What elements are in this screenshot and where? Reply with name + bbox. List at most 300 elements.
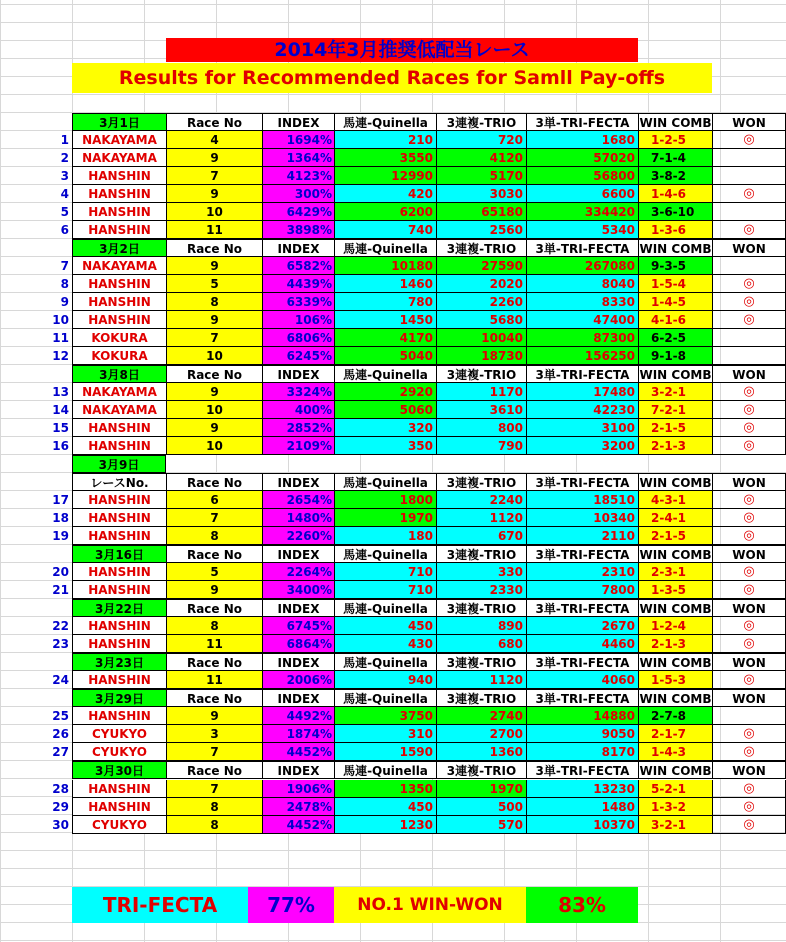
index-value: 4439%	[262, 275, 334, 293]
trifecta-rate: 77%	[248, 887, 334, 923]
won-mark	[712, 347, 786, 365]
racecourse: CYUKYO	[72, 816, 166, 834]
quinella-payout: 450	[334, 798, 436, 816]
race-number: 9	[166, 185, 262, 203]
trio-payout: 330	[436, 563, 526, 581]
racecourse: HANSHIN	[72, 491, 166, 509]
trifecta-payout: 57020	[526, 149, 638, 167]
win-combination: 5-2-1	[638, 780, 712, 798]
quinella-payout: 780	[334, 293, 436, 311]
col-trifecta: 3単-TRI-FECTA	[526, 113, 638, 131]
won-mark: ◎	[712, 401, 786, 419]
won-mark: ◎	[712, 491, 786, 509]
trio-payout: 27590	[436, 257, 526, 275]
col-trifecta: 3単-TRI-FECTA	[526, 599, 638, 617]
col-trio: 3連複-TRIO	[436, 365, 526, 383]
col-trio: 3連複-TRIO	[436, 761, 526, 779]
index-value: 6429%	[262, 203, 334, 221]
race-number: 10	[166, 203, 262, 221]
index-value: 2852%	[262, 419, 334, 437]
win-combination: 6-2-5	[638, 329, 712, 347]
win-combination: 1-2-5	[638, 131, 712, 149]
win-combination: 2-7-8	[638, 707, 712, 725]
trifecta-payout: 17480	[526, 383, 638, 401]
win-combination: 1-3-2	[638, 798, 712, 816]
trio-payout: 1120	[436, 671, 526, 689]
index-value: 6582%	[262, 257, 334, 275]
col-won: WON	[712, 689, 786, 707]
col-trio: 3連複-TRIO	[436, 239, 526, 257]
index-value: 2264%	[262, 563, 334, 581]
trifecta-payout: 13230	[526, 780, 638, 798]
quinella-payout: 12990	[334, 167, 436, 185]
quinella-payout: 1460	[334, 275, 436, 293]
race-index-number: 20	[52, 565, 69, 579]
race-index-number: 5	[60, 205, 69, 219]
col-trifecta: 3単-TRI-FECTA	[526, 545, 638, 563]
col-index: INDEX	[262, 545, 334, 563]
table-row	[0, 491, 786, 509]
quinella-payout: 1450	[334, 311, 436, 329]
race-index-number: 30	[52, 818, 69, 832]
col-won: WON	[712, 473, 786, 491]
racecourse: HANSHIN	[72, 185, 166, 203]
win-combination: 2-1-7	[638, 725, 712, 743]
col-trio: 3連複-TRIO	[436, 113, 526, 131]
col-won: WON	[712, 761, 786, 779]
race-index-number: 11	[52, 331, 69, 345]
col-race-no: Race No	[166, 545, 262, 563]
trio-payout: 800	[436, 419, 526, 437]
racecourse: HANSHIN	[72, 581, 166, 599]
table-row	[0, 401, 786, 419]
racecourse: HANSHIN	[72, 617, 166, 635]
racecourse: NAKAYAMA	[72, 383, 166, 401]
race-number: 8	[166, 798, 262, 816]
racecourse: HANSHIN	[72, 563, 166, 581]
table-row	[0, 347, 786, 365]
won-mark: ◎	[712, 725, 786, 743]
race-index-number: 26	[52, 727, 69, 741]
col-trio: 3連複-TRIO	[436, 653, 526, 671]
race-number: 4	[166, 131, 262, 149]
table-row	[0, 383, 786, 401]
col-win-comb: WIN COMB	[638, 473, 712, 491]
table-row	[0, 203, 786, 221]
won-mark: ◎	[712, 581, 786, 599]
table-row	[0, 257, 786, 275]
table-row	[0, 419, 786, 437]
table-row	[0, 509, 786, 527]
trifecta-payout: 1680	[526, 131, 638, 149]
won-mark: ◎	[712, 437, 786, 455]
col-quinella: 馬連-Quinella	[334, 113, 436, 131]
win-combination: 2-1-3	[638, 635, 712, 653]
racecourse: HANSHIN	[72, 167, 166, 185]
race-index-number: 13	[52, 385, 69, 399]
race-index-number: 19	[52, 529, 69, 543]
trio-payout: 1120	[436, 509, 526, 527]
race-number: 10	[166, 437, 262, 455]
race-number: 9	[166, 149, 262, 167]
quinella-payout: 2920	[334, 383, 436, 401]
table-row	[0, 725, 786, 743]
col-index: INDEX	[262, 689, 334, 707]
race-index-number: 8	[60, 277, 69, 291]
index-value: 1874%	[262, 725, 334, 743]
col-trio: 3連複-TRIO	[436, 599, 526, 617]
racecourse: HANSHIN	[72, 527, 166, 545]
trifecta-payout: 42230	[526, 401, 638, 419]
col-win-comb: WIN COMB	[638, 365, 712, 383]
col-race-no: Race No	[166, 599, 262, 617]
index-value: 6745%	[262, 617, 334, 635]
win-combination: 1-5-3	[638, 671, 712, 689]
trifecta-payout: 267080	[526, 257, 638, 275]
won-mark	[712, 203, 786, 221]
col-quinella: 馬連-Quinella	[334, 689, 436, 707]
race-number: 9	[166, 311, 262, 329]
col-race-no: Race No	[166, 653, 262, 671]
win-combination: 1-3-6	[638, 221, 712, 239]
won-mark	[712, 329, 786, 347]
win-combination: 2-4-1	[638, 509, 712, 527]
win-combination: 1-4-5	[638, 293, 712, 311]
trifecta-payout: 87300	[526, 329, 638, 347]
col-win-comb: WIN COMB	[638, 689, 712, 707]
won-mark: ◎	[712, 780, 786, 798]
race-index-number: 7	[60, 259, 69, 273]
table-row	[0, 167, 786, 185]
race-number: 7	[166, 167, 262, 185]
table-row	[0, 527, 786, 545]
trio-payout: 2020	[436, 275, 526, 293]
won-mark: ◎	[712, 816, 786, 834]
trio-payout: 500	[436, 798, 526, 816]
table-row	[0, 581, 786, 599]
col-won: WON	[712, 545, 786, 563]
col-quinella: 馬連-Quinella	[334, 545, 436, 563]
win-combination: 1-3-5	[638, 581, 712, 599]
race-index-number: 22	[52, 619, 69, 633]
col-race-no: Race No	[166, 239, 262, 257]
racecourse: CYUKYO	[72, 743, 166, 761]
index-value: 2109%	[262, 437, 334, 455]
quinella-payout: 5060	[334, 401, 436, 419]
date-only-row	[0, 455, 786, 473]
trio-payout: 790	[436, 437, 526, 455]
race-number: 8	[166, 617, 262, 635]
trifecta-payout: 8330	[526, 293, 638, 311]
racecourse: HANSHIN	[72, 509, 166, 527]
trifecta-payout: 3100	[526, 419, 638, 437]
race-index-number: 1	[60, 133, 69, 147]
index-value: 6339%	[262, 293, 334, 311]
race-index-number: 24	[52, 673, 69, 687]
trio-payout: 680	[436, 635, 526, 653]
win-combination: 7-1-4	[638, 149, 712, 167]
quinella-payout: 710	[334, 581, 436, 599]
won-mark: ◎	[712, 798, 786, 816]
page-subtitle: Results for Recommended Races for Samll Pay-offs	[72, 63, 712, 93]
date-header-row	[0, 653, 786, 671]
no1-win-rate: 83%	[526, 887, 638, 923]
col-trio: 3連複-TRIO	[436, 545, 526, 563]
trio-payout: 720	[436, 131, 526, 149]
race-number: 9	[166, 383, 262, 401]
table-row	[0, 707, 786, 725]
date-label: 3月30日	[72, 761, 166, 779]
won-mark: ◎	[712, 131, 786, 149]
col-quinella: 馬連-Quinella	[334, 653, 436, 671]
col-trifecta: 3単-TRI-FECTA	[526, 689, 638, 707]
won-mark: ◎	[712, 185, 786, 203]
date-label: 3月2日	[72, 239, 166, 257]
col-quinella: 馬連-Quinella	[334, 761, 436, 779]
race-number: 10	[166, 347, 262, 365]
race-index-number: 23	[52, 637, 69, 651]
index-value: 1364%	[262, 149, 334, 167]
date-header-row	[0, 365, 786, 383]
race-index-number: 2	[60, 151, 69, 165]
trifecta-payout: 7800	[526, 581, 638, 599]
trifecta-payout: 6600	[526, 185, 638, 203]
trio-payout: 65180	[436, 203, 526, 221]
quinella-payout: 310	[334, 725, 436, 743]
date-label: 3月1日	[72, 113, 166, 131]
win-combination: 3-2-1	[638, 383, 712, 401]
quinella-payout: 180	[334, 527, 436, 545]
table-row	[0, 221, 786, 239]
col-trifecta: 3単-TRI-FECTA	[526, 653, 638, 671]
index-value: 4452%	[262, 743, 334, 761]
trifecta-payout: 4060	[526, 671, 638, 689]
won-mark: ◎	[712, 311, 786, 329]
race-index-number: 29	[52, 800, 69, 814]
quinella-payout: 1800	[334, 491, 436, 509]
quinella-payout: 740	[334, 221, 436, 239]
index-value: 4452%	[262, 816, 334, 834]
date-header-row	[0, 689, 786, 707]
racecourse: HANSHIN	[72, 221, 166, 239]
col-quinella: 馬連-Quinella	[334, 239, 436, 257]
col-index: INDEX	[262, 599, 334, 617]
racecourse: HANSHIN	[72, 707, 166, 725]
trio-payout: 2560	[436, 221, 526, 239]
date-label: 3月22日	[72, 599, 166, 617]
race-number: 5	[166, 563, 262, 581]
col-trio: 3連複-TRIO	[436, 473, 526, 491]
col-race-no: Race No	[166, 473, 262, 491]
trifecta-payout: 9050	[526, 725, 638, 743]
win-combination: 7-2-1	[638, 401, 712, 419]
date-header-row	[0, 113, 786, 131]
quinella-payout: 5040	[334, 347, 436, 365]
col-won: WON	[712, 239, 786, 257]
racecourse: NAKAYAMA	[72, 401, 166, 419]
col-win-comb: WIN COMB	[638, 545, 712, 563]
index-value: 3898%	[262, 221, 334, 239]
quinella-payout: 430	[334, 635, 436, 653]
quinella-payout: 210	[334, 131, 436, 149]
won-mark	[712, 257, 786, 275]
table-row	[0, 617, 786, 635]
date-header-row	[0, 761, 786, 780]
index-value: 4123%	[262, 167, 334, 185]
index-value: 2006%	[262, 671, 334, 689]
racecourse: NAKAYAMA	[72, 149, 166, 167]
race-index-number: 16	[52, 439, 69, 453]
col-index: INDEX	[262, 761, 334, 779]
trio-payout: 2330	[436, 581, 526, 599]
date-label: 3月9日	[72, 455, 166, 473]
quinella-payout: 1350	[334, 780, 436, 798]
race-number: 7	[166, 509, 262, 527]
col-win-comb: WIN COMB	[638, 761, 712, 779]
quinella-payout: 3550	[334, 149, 436, 167]
quinella-payout: 1230	[334, 816, 436, 834]
won-mark	[712, 707, 786, 725]
trifecta-payout: 4460	[526, 635, 638, 653]
index-value: 2478%	[262, 798, 334, 816]
quinella-payout: 710	[334, 563, 436, 581]
col-quinella: 馬連-Quinella	[334, 473, 436, 491]
index-value: 2260%	[262, 527, 334, 545]
col-trifecta: 3単-TRI-FECTA	[526, 473, 638, 491]
win-combination: 1-4-3	[638, 743, 712, 761]
race-number: 9	[166, 581, 262, 599]
racecourse: HANSHIN	[72, 311, 166, 329]
index-value: 400%	[262, 401, 334, 419]
race-index-number: 18	[52, 511, 69, 525]
trifecta-payout: 2310	[526, 563, 638, 581]
quinella-payout: 6200	[334, 203, 436, 221]
index-value: 1480%	[262, 509, 334, 527]
won-mark: ◎	[712, 617, 786, 635]
won-mark: ◎	[712, 383, 786, 401]
win-combination: 4-3-1	[638, 491, 712, 509]
won-mark: ◎	[712, 509, 786, 527]
date-label: 3月16日	[72, 545, 166, 563]
table-row	[0, 329, 786, 347]
trio-payout: 2700	[436, 725, 526, 743]
trio-payout: 5680	[436, 311, 526, 329]
race-index-number: 9	[60, 295, 69, 309]
quinella-payout: 1970	[334, 509, 436, 527]
win-combination: 1-2-4	[638, 617, 712, 635]
race-index-number: 10	[52, 313, 69, 327]
race-number: 6	[166, 491, 262, 509]
won-mark	[712, 167, 786, 185]
trifecta-payout: 47400	[526, 311, 638, 329]
won-mark: ◎	[712, 563, 786, 581]
race-number: 8	[166, 527, 262, 545]
quinella-payout: 350	[334, 437, 436, 455]
won-mark	[712, 149, 786, 167]
col-race-no: Race No	[166, 365, 262, 383]
trifecta-payout: 8170	[526, 743, 638, 761]
race-number: 5	[166, 275, 262, 293]
quinella-payout: 420	[334, 185, 436, 203]
race-number: 9	[166, 419, 262, 437]
racecourse: HANSHIN	[72, 203, 166, 221]
table-row	[0, 149, 786, 167]
trio-payout: 2260	[436, 293, 526, 311]
race-number: 7	[166, 780, 262, 798]
trifecta-payout: 8040	[526, 275, 638, 293]
date-header-row	[0, 599, 786, 617]
table-row	[0, 437, 786, 455]
trifecta-payout: 14880	[526, 707, 638, 725]
trio-payout: 1970	[436, 780, 526, 798]
trio-payout: 2240	[436, 491, 526, 509]
race-index-number: 3	[60, 169, 69, 183]
index-value: 6245%	[262, 347, 334, 365]
race-number: 10	[166, 401, 262, 419]
table-row	[0, 635, 786, 653]
col-index: INDEX	[262, 239, 334, 257]
race-index-number: 12	[52, 349, 69, 363]
win-combination: 3-6-10	[638, 203, 712, 221]
col-race-no: Race No	[166, 689, 262, 707]
racecourse: HANSHIN	[72, 293, 166, 311]
race-index-number: 21	[52, 583, 69, 597]
trio-payout: 18730	[436, 347, 526, 365]
trifecta-payout: 18510	[526, 491, 638, 509]
won-mark: ◎	[712, 293, 786, 311]
win-combination: 3-8-2	[638, 167, 712, 185]
col-trifecta: 3単-TRI-FECTA	[526, 365, 638, 383]
table-row	[0, 563, 786, 581]
index-value: 3324%	[262, 383, 334, 401]
trio-payout: 10040	[436, 329, 526, 347]
win-combination: 2-1-3	[638, 437, 712, 455]
race-number: 9	[166, 707, 262, 725]
trifecta-payout: 334420	[526, 203, 638, 221]
col-race-no: Race No	[166, 113, 262, 131]
trifecta-payout: 2670	[526, 617, 638, 635]
trio-payout: 2740	[436, 707, 526, 725]
trifecta-payout: 10340	[526, 509, 638, 527]
index-value: 1694%	[262, 131, 334, 149]
index-value: 300%	[262, 185, 334, 203]
date-header-row	[0, 473, 786, 491]
table-row	[0, 293, 786, 311]
race-number: 9	[166, 257, 262, 275]
quinella-payout: 4170	[334, 329, 436, 347]
racecourse: HANSHIN	[72, 671, 166, 689]
col-won: WON	[712, 113, 786, 131]
race-number: 3	[166, 725, 262, 743]
race-index-number: 27	[52, 745, 69, 759]
race-number: 11	[166, 635, 262, 653]
win-combination: 2-1-5	[638, 419, 712, 437]
date-label: 3月29日	[72, 689, 166, 707]
race-number: 7	[166, 743, 262, 761]
table-row	[0, 798, 786, 816]
quinella-payout: 940	[334, 671, 436, 689]
win-combination: 3-2-1	[638, 816, 712, 834]
date-label: 3月23日	[72, 653, 166, 671]
col-win-comb: WIN COMB	[638, 653, 712, 671]
index-value: 3400%	[262, 581, 334, 599]
index-value: 1906%	[262, 780, 334, 798]
col-won: WON	[712, 365, 786, 383]
trifecta-payout: 156250	[526, 347, 638, 365]
col-won: WON	[712, 599, 786, 617]
race-number: 7	[166, 329, 262, 347]
col-index: INDEX	[262, 365, 334, 383]
